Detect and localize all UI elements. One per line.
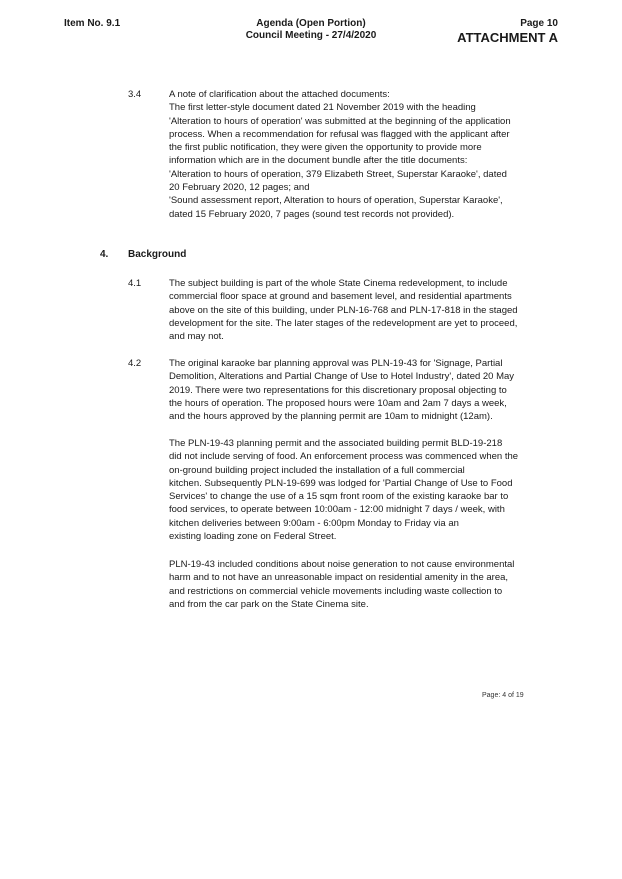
text-line: The subject building is part of the whole State Cinema redevelopment, to include [169, 278, 508, 289]
text-line: 2019. There were two representations for this discretionary proposal objecting to [169, 384, 507, 396]
text-line: the first public notification, they were given the opportunity to provide more [169, 142, 482, 154]
text-line: The first letter-style document dated 21 November 2019 with the heading [169, 102, 476, 114]
text-line: and the hours approved by the planning permit are 10am to midnight (12am). [169, 411, 493, 423]
text-line: and may not. [169, 331, 224, 343]
text-line: dated 15 February 2020, 7 pages (sound test records not provided). [169, 208, 455, 220]
text-line: 'Sound assessment report, Alteration to hours of operation, Superstar Karaoke', [169, 195, 503, 207]
text-line: The original karaoke bar planning approval was PLN-19-43 for 'Signage, Partial [169, 358, 503, 369]
text-line: kitchen deliveries between 9:00am - 6:00pm Monday to Friday via an [169, 517, 459, 529]
item-number: Item No. 9.1 [64, 18, 121, 29]
text-line: information which are in the document bundle after the title documents: [169, 155, 468, 167]
text-line: A note of clarification about the attached documents: [169, 89, 390, 100]
text-line: kitchen. Subsequently PLN-19-699 was lodged for 'Partial Change of Use to Food [169, 477, 513, 489]
text-line: did not include serving of food. An enforcement process was commenced when the [169, 451, 519, 463]
section-4-1-text [169, 277, 524, 343]
text-line: The PLN-19-43 planning permit and the associated building permit BLD-19-218 [169, 438, 503, 449]
text-line: harm and to not have an unreasonable impact on residential amenity in the area, [169, 572, 509, 584]
text-line: and from the car park on the State Cinema site. [169, 598, 369, 610]
section-4-2-para-1 [169, 357, 524, 423]
text-line: the hours of operation. The proposed hours were 10am and 2am 7 days a week, [169, 397, 507, 409]
section-4-2-para-2 [169, 437, 524, 543]
text-line: and restrictions on commercial vehicle movements including waste collection to [169, 585, 503, 597]
text-line: 'Alteration to hours of operation' was submitted at the beginning of the application [169, 115, 511, 127]
attachment-label: ATTACHMENT A [457, 30, 558, 45]
section-4-1-number: 4.1 [128, 278, 142, 289]
text-line: Services' to change the use of a 15 sqm front room of the existing karaoke bar to [169, 491, 509, 503]
text-line: process. When a recommendation for refusal was flagged with the applicant after [169, 128, 510, 140]
text-line: development for the site. The later stages of the redevelopment are yet to proceed, [169, 317, 518, 329]
page-footer: Page: 4 of 19 [482, 692, 524, 699]
section-4-2-para-3 [169, 558, 524, 611]
section-4-2-number: 4.2 [128, 358, 142, 369]
page-number: Page 10 [520, 18, 558, 29]
text-line: existing loading zone on Federal Street. [169, 531, 337, 543]
text-line: food services, to operate between 10:00am - 12:00 midnight 7 days / week, with [169, 504, 505, 516]
text-line: 20 February 2020, 12 pages; and [169, 182, 310, 194]
text-line: above on the site of this building, under PLN-16-768 and PLN-17-818 in the staged [169, 304, 518, 316]
section-heading: Background [128, 249, 187, 260]
section-3-4-text [169, 88, 524, 221]
section-3-4-number: 3.4 [128, 89, 142, 100]
agenda-title: Agenda (Open Portion) [256, 18, 366, 29]
text-line: PLN-19-43 included conditions about noise generation to not cause environmental [169, 559, 515, 570]
section-4-number: 4. [100, 249, 109, 260]
meeting-date: Council Meeting - 27/4/2020 [245, 30, 377, 41]
text-line: commercial floor space at ground and basement level, and residential apartments [169, 291, 512, 303]
text-line: 'Alteration to hours of operation, 379 Elizabeth Street, Superstar Karaoke', dated [169, 168, 507, 180]
page-header [457, 18, 558, 45]
text-line: Demolition, Alterations and Partial Change of Use to Hotel Industry', dated 20 May [169, 371, 515, 383]
text-line: on-ground building project included the installation of a full commercial [169, 464, 465, 476]
